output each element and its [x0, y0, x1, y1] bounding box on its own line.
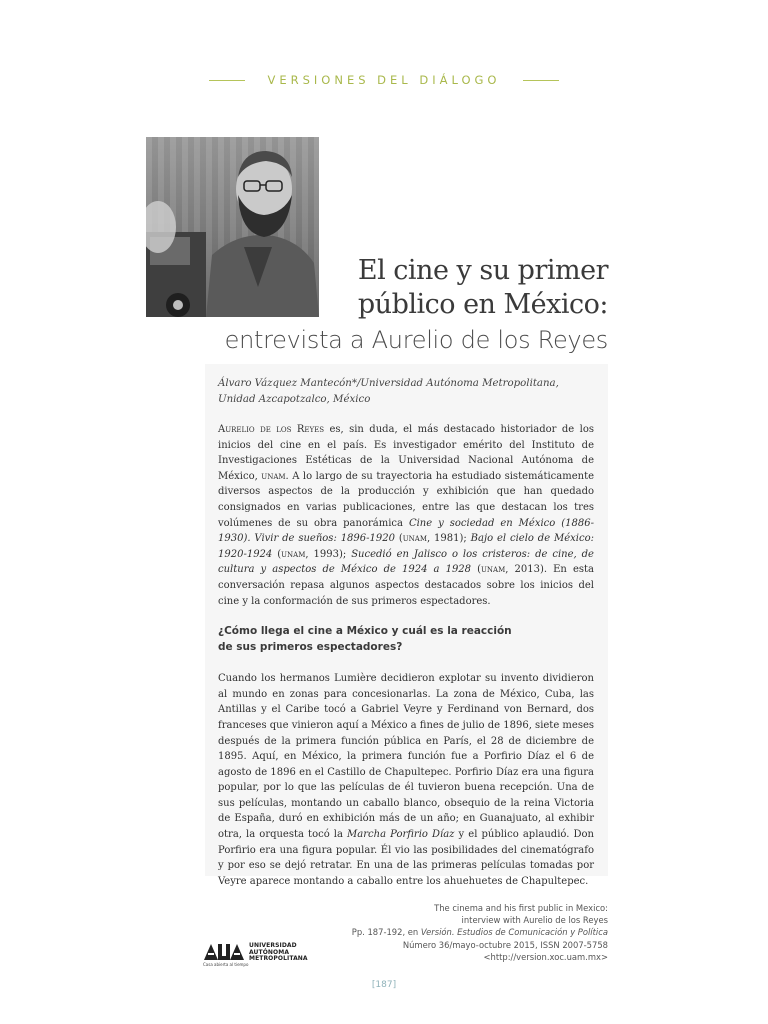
- article-authors: Álvaro Vázquez Mantecón*/Universidad Autónoma Metropolitana, Unidad Azcapotzalco, México: [218, 378, 559, 405]
- article-title-line1: El cine y su primer: [357, 255, 608, 286]
- article-title-line2: público en México:: [357, 289, 608, 320]
- journal-name: Versión. Estudios de Comunicación y Política: [420, 927, 608, 938]
- logo-wordmark: UNIVERSIDAD AUTÓNOMA METROPOLITANA: [249, 942, 308, 963]
- book-title: Sucedió en Jalisco o los cristeros: de cine, de cultura y aspectos de México de 1924 a 1928: [218, 548, 594, 576]
- uam-logo: [203, 940, 313, 966]
- article-subtitle: entrevista a Aurelio de los Reyes: [224, 326, 608, 354]
- interview-question: ¿Cómo llega el cine a México y cuál es la reacción de sus primeros espectadores?: [218, 625, 512, 654]
- march-title: Marcha Porfirio Díaz: [347, 829, 455, 841]
- interview-answer: Cuando los hermanos Lumière decidieron explotar su invento dividieron al mundo en zonas para concesionarlas. La zona de México, Cuba, las Antillas y el Caribe tocó a Gabriel Veyre y Ferdinand von Bernard, dos franceses que vinieron aquí a México a fines de julio de 1896, siete meses después de la primera función pública en París, el 28 de diciembre de 1895. Aquí, en México, la primera función fue a Porfirio Díaz el 6 de agosto de 1896 en el Castillo de Chapultepec. Porfirio Díaz era una figura popular, por lo que las películas de él tuvieron buena recepción. Una de sus películas, montando un caballo blanco, obsequio de la reina Victoria de España, duró en exhibición más de un año; en Guanajuato, al exhibir otra, la orquesta tocó la Marcha Porfirio Díaz y el público aplaudió. Don Porfirio era una figura popular. Él vio las posibilidades del cinematógrafo y por eso se dejó retratar. En una de las primeras películas tomadas por Veyre aparece montando a caballo entre los ahuehuetes de Chapultepec.: [218, 673, 595, 887]
- journal-url[interactable]: <http://version.xoc.uam.mx>: [483, 951, 608, 962]
- article-panel: [205, 364, 608, 887]
- citation-reference: The cinema and his first public in Mexico: interview with Aurelio de los Reyes Pp. 187-192, en Versión. Estudios de Comunicación y Política Número 36/mayo-octubre 2015, ISSN 2007-5758 <http://version.xoc.uam.mx>: [351, 903, 608, 962]
- section-header: [0, 70, 768, 90]
- header-rule-left: [209, 80, 245, 81]
- page-number: [187]: [371, 980, 397, 990]
- book-title: Cine y sociedad en México (1886-1930). Vivir de sueños: 1896-1920: [218, 517, 594, 545]
- article-abstract: Aurelio de los Reyes es, sin duda, el más destacado historiador de los inicios del cine en el país. Es investigador emérito del Instituto de Investigaciones Estéticas de la Universidad Nacional Autónoma de México, unam. A lo largo de su trayectoria ha estudiado sistemáticamente diversos aspectos de la producción y exhibición que han quedado consignados en varias publicaciones, entre las que destacan los tres volúmenes de su obra panorámica Cine y sociedad en México (1886-1930). Vivir de sueños: 1896-1920 (unam, 1981); Bajo el cielo de México: 1920-1924 (unam, 1993); Sucedió en Jalisco o los cristeros: de cine, de cultura y aspectos de México de 1924 a 1928 (unam, 2013). En esta conversación repasa algunos aspectos destacados sobre los inicios del cine y la conformación de sus primeros espectadores.: [218, 424, 595, 607]
- abstract-name: Aurelio de los Reyes: [218, 424, 325, 435]
- book-title: Bajo el cielo de México: 1920-1924: [218, 533, 594, 560]
- header-rule-right: [523, 80, 559, 81]
- logo-tagline: Casa abierta al tiempo: [203, 962, 249, 967]
- uam-emblem-icon: [203, 942, 249, 967]
- article-title-block: [225, 254, 608, 357]
- section-title: VERSIONES DEL DIÁLOGO: [267, 73, 501, 87]
